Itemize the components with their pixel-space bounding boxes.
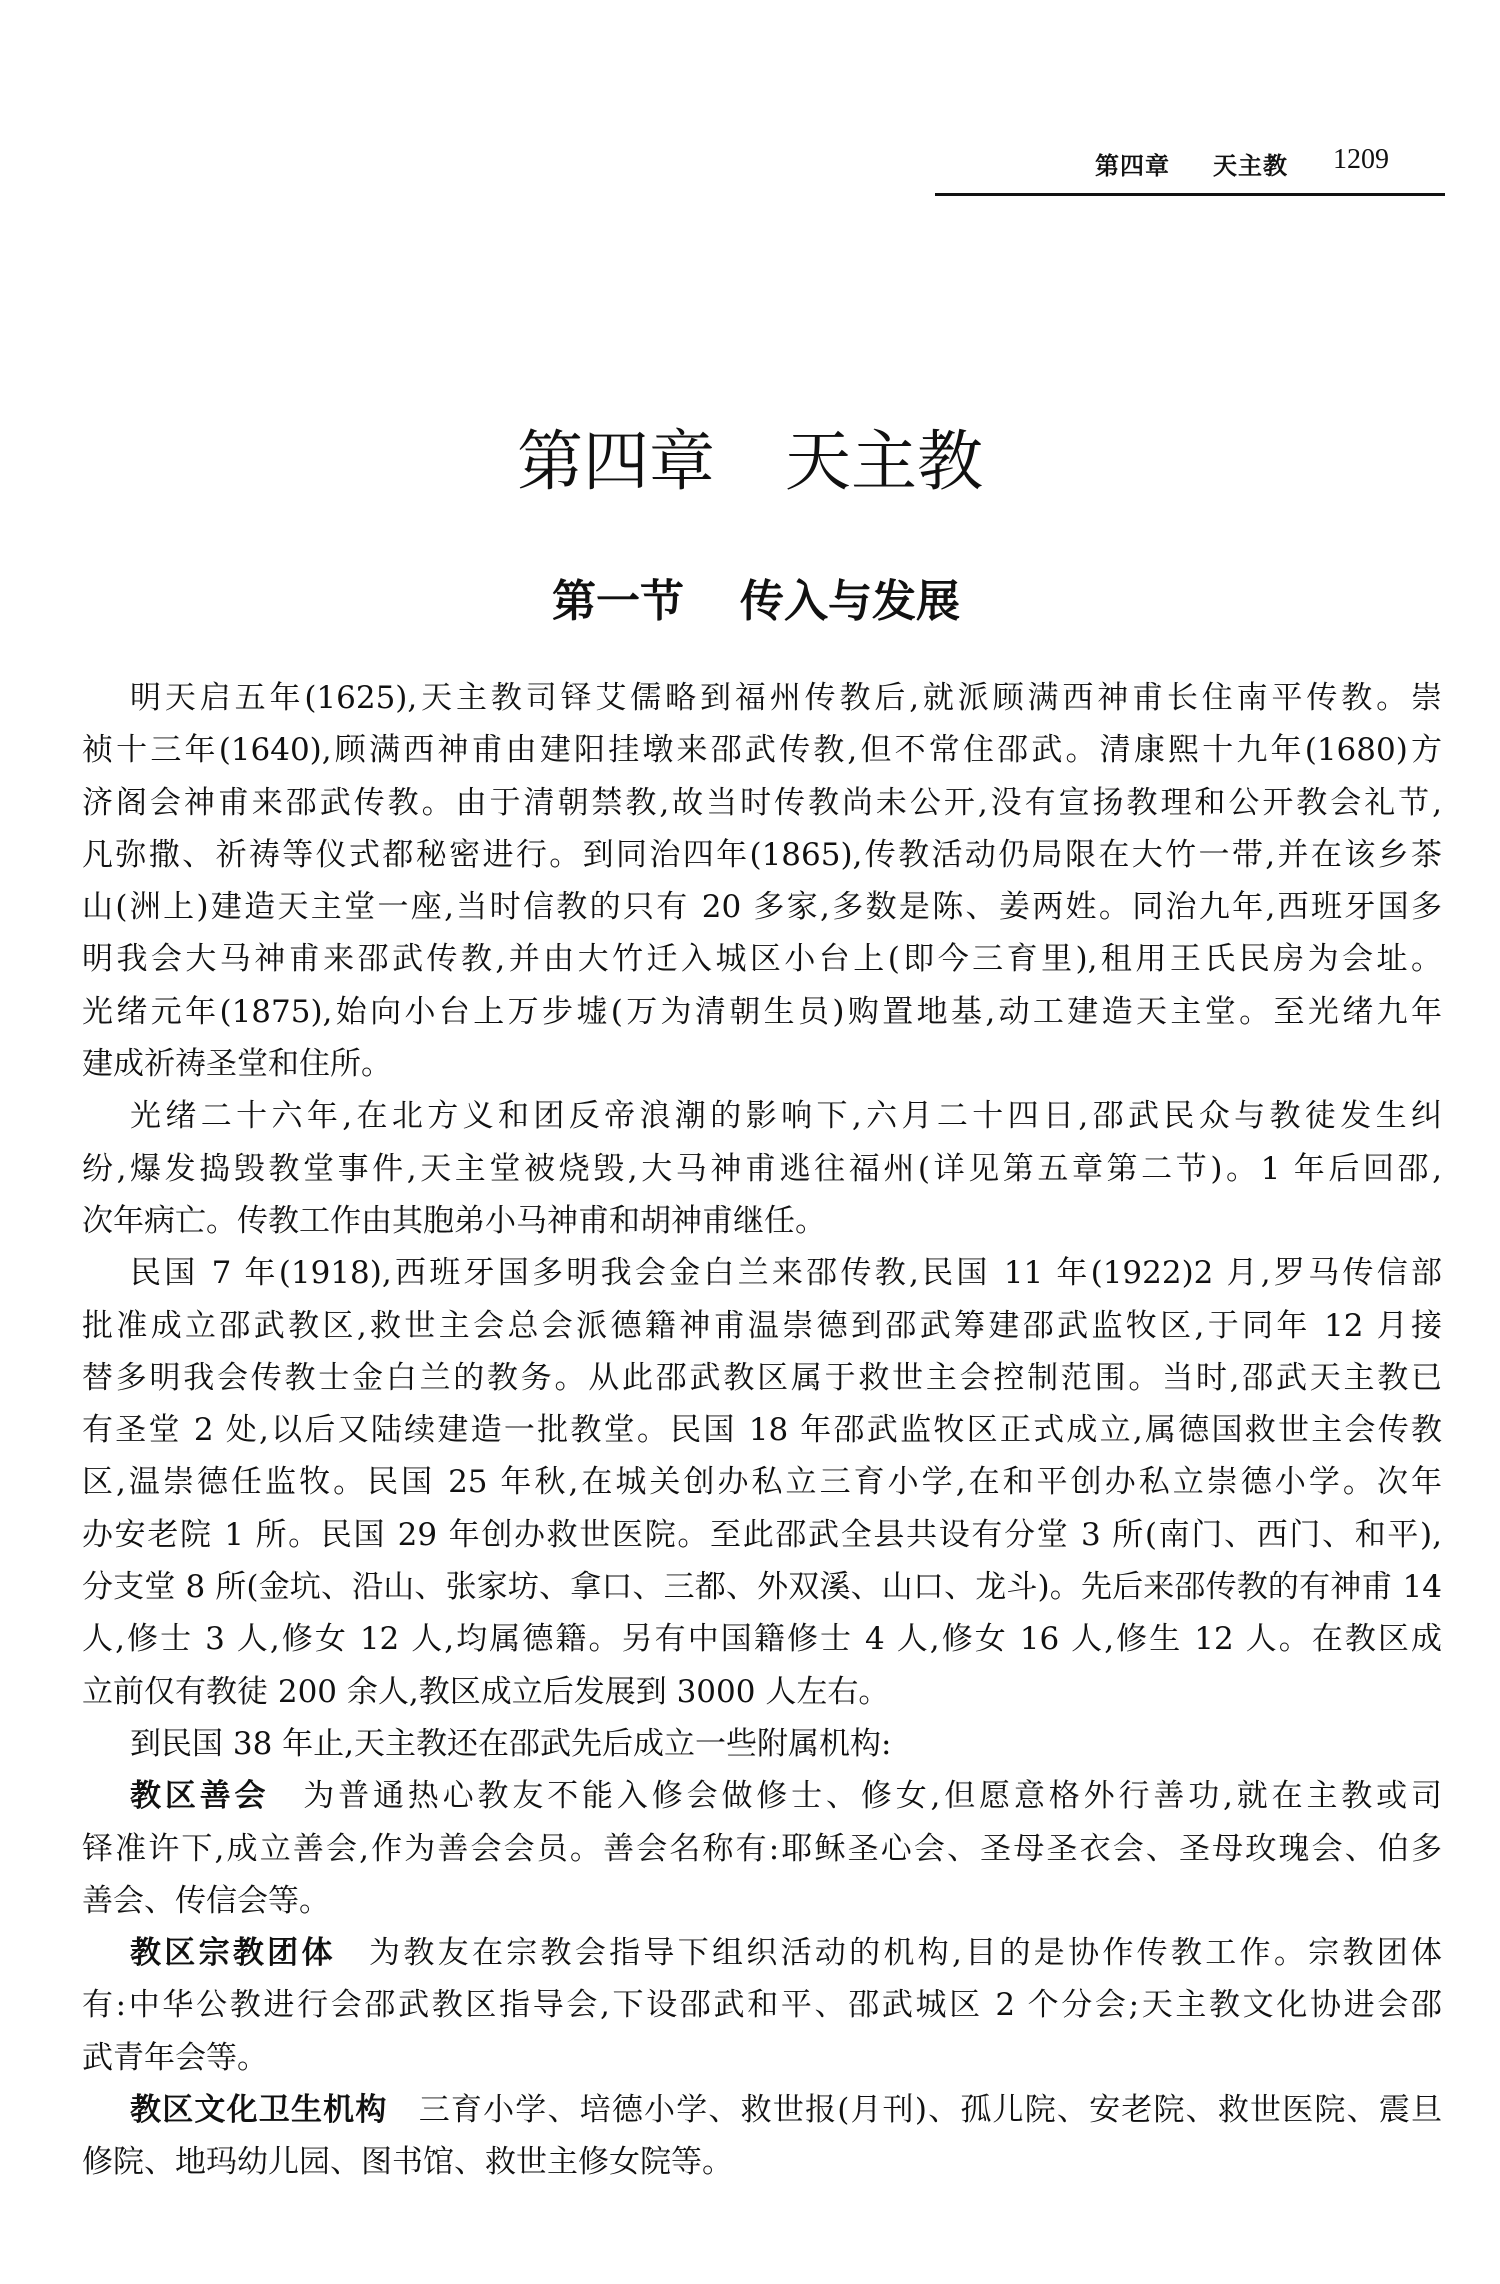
running-header [935, 138, 1445, 198]
term-text: 为教友在宗教会指导下组织活动的机构,目的是协作传教工作。宗教团体 [365, 1935, 1442, 1972]
header-rule [935, 193, 1445, 196]
text-line: 明我会大马神甫来邵武传教,并由大竹迁入城区小台上(即今三育里),租用王氏民房为会址。 [82, 941, 1442, 978]
text-line: 光绪二十六年,在北方义和团反帝浪潮的影响下,六月二十四日,邵武民众与教徒发生纠 [130, 1098, 1442, 1135]
text-line: 凡弥撒、祈祷等仪式都秘密进行。到同治四年(1865),传教活动仍局限在大竹一带,并在该乡茶 [82, 836, 1442, 873]
text-line: 建成祈祷圣堂和住所。 [82, 1046, 392, 1083]
text-line: 区,温崇德任监牧。民国 25 年秋,在城关创办私立三育小学,在和平创办私立崇德小学。次年 [82, 1464, 1442, 1501]
text-line: 替多明我会传教士金白兰的教务。从此邵武教区属于救世主会控制范围。当时,邵武天主教已 [82, 1359, 1442, 1396]
text-line [82, 1770, 1442, 1822]
text-line: 办安老院 1 所。民国 29 年创办救世医院。至此邵武全县共设有分堂 3 所(南门、西门、和平), [82, 1516, 1442, 1553]
paragraph-guangxu [82, 1090, 1442, 1247]
text-line: 纷,爆发捣毁教堂事件,天主堂被烧毁,大马神甫逃往福州(详见第五章第二节)。1 年后回邵, [82, 1150, 1442, 1187]
paragraph-minguo [82, 1247, 1442, 1718]
text-line: 武青年会等。 [82, 2039, 268, 2076]
section-name: 传入与发展 [740, 575, 960, 627]
text-line: 民国 7 年(1918),西班牙国多明我会金白兰来邵传教,民国 11 年(1922)2 月,罗马传信部 [130, 1255, 1442, 1292]
running-header-title: 天主教 [1213, 152, 1288, 180]
chapter-number: 第四章 [517, 423, 715, 501]
paragraph-affiliated-intro [82, 1718, 1442, 1770]
page-number: 1209 [1333, 144, 1389, 175]
text-line: 有圣堂 2 处,以后又陆续建造一批教堂。民国 18 年邵武监牧区正式成立,属德国救世主会传教 [82, 1412, 1442, 1449]
text-line: 到民国 38 年止,天主教还在邵武先后成立一些附属机构: [130, 1725, 892, 1762]
term-heading: 教区文化卫生机构 [130, 2092, 388, 2129]
text-line: 祯十三年(1640),顾满西神甫由建阳挂墩来邵武传教,但不常住邵武。清康熙十九年(1680)方 [82, 732, 1442, 769]
text-line: 铎准许下,成立善会,作为善会会员。善会名称有:耶稣圣心会、圣母圣衣会、圣母玫瑰会、伯多 [82, 1830, 1442, 1867]
section-title [0, 572, 1500, 632]
term-text: 三育小学、培德小学、救世报(月刊)、孤儿院、安老院、救世医院、震旦 [417, 2092, 1443, 2129]
term-heading: 教区善会 [130, 1778, 270, 1815]
body-text [82, 672, 1442, 2189]
paragraph-religious-groups [82, 1927, 1442, 2084]
section-number: 第一节 [552, 575, 684, 627]
text-line: 人,修士 3 人,修女 12 人,均属德籍。另有中国籍修士 4 人,修女 16 人,修生 12 人。在教区成 [82, 1621, 1442, 1658]
term-heading: 教区宗教团体 [130, 1935, 336, 1972]
text-line: 分支堂 8 所(金坑、沿山、张家坊、拿口、三都、外双溪、山口、龙斗)。先后来邵传教的有神甫 14 [82, 1569, 1442, 1606]
text-line: 有:中华公教进行会邵武教区指导会,下设邵武和平、邵武城区 2 个分会;天主教文化协进会邵 [82, 1987, 1442, 2024]
chapter-title [0, 422, 1500, 502]
running-header-chapter: 第四章 [1095, 152, 1170, 180]
term-text: 为普通热心教友不能入修会做修士、修女,但愿意格外行善功,就在主教或司 [299, 1778, 1442, 1815]
text-line: 明天启五年(1625),天主教司铎艾儒略到福州传教后,就派顾满西神甫长住南平传教。崇 [130, 680, 1442, 716]
paragraph-cultural-health [82, 2084, 1442, 2189]
text-line: 济阁会神甫来邵武传教。由于清朝禁教,故当时传教尚未公开,没有宣扬教理和公开教会礼节, [82, 784, 1442, 821]
text-line: 光绪元年(1875),始向小台上万步墟(万为清朝生员)购置地基,动工建造天主堂。至光绪九年 [82, 993, 1442, 1030]
text-line: 修院、地玛幼儿园、图书馆、救世主修女院等。 [82, 2144, 733, 2181]
paragraph-introduction [82, 672, 1442, 1090]
text-line: 善会、传信会等。 [82, 1882, 330, 1919]
paragraph-charity-societies [82, 1770, 1442, 1927]
text-line [82, 2084, 1442, 2136]
text-line: 立前仅有教徒 200 余人,教区成立后发展到 3000 人左右。 [82, 1673, 890, 1710]
chapter-name: 天主教 [785, 423, 983, 501]
text-line: 次年病亡。传教工作由其胞弟小马神甫和胡神甫继任。 [82, 1202, 826, 1239]
text-line [82, 1927, 1442, 1979]
text-line: 批准成立邵武教区,救世主会总会派德籍神甫温崇德到邵武筹建邵武监牧区,于同年 12 月接 [82, 1307, 1442, 1344]
text-line: 山(洲上)建造天主堂一座,当时信教的只有 20 多家,多数是陈、姜两姓。同治九年,西班牙国多 [82, 889, 1442, 926]
